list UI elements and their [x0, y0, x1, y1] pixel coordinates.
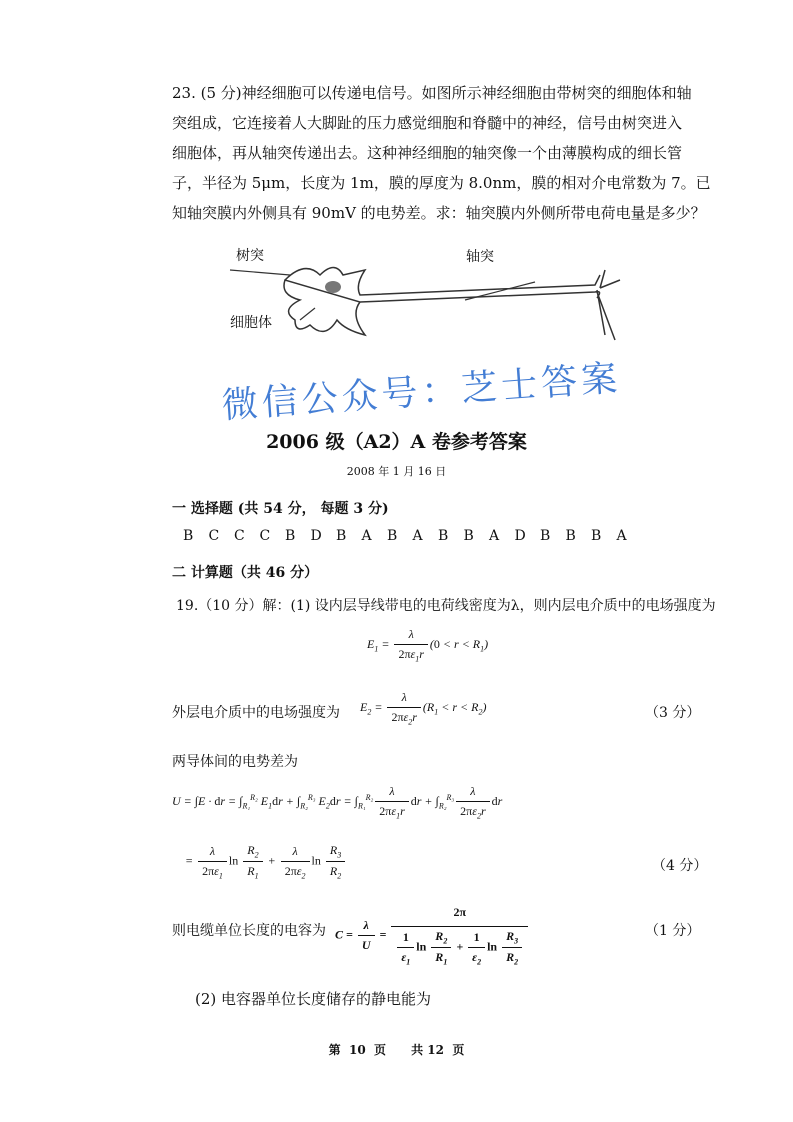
- text-line: 子，半径为 5μm，长度为 1m，膜的厚度为 8.0nm，膜的相对介电常数为 7。已: [172, 174, 711, 192]
- section1-heading: 一 选择题 (共 54 分， 每题 3 分): [172, 501, 389, 517]
- equation-c: C = $\frac{\lambda}{U}$ = 2π $\frac{1}{\varepsilon_1}$ ln $\frac{R_2}{R_1}$ + $\frac{1}{\varepsilon_2}$ ln $\frac{R_3}{R_2}$: [335, 905, 530, 967]
- answer: D: [514, 528, 526, 544]
- watermark: 微信公众号：芝士答案: [220, 358, 623, 427]
- answers-row: [183, 528, 642, 544]
- answer: B: [387, 528, 398, 544]
- answer: C: [208, 528, 220, 544]
- equation-e1: $E_1$ = $\frac{\lambda}{2\pi\varepsilon_1r}$ $(0 < r < R_1)$: [367, 627, 489, 664]
- answer: B: [565, 528, 576, 544]
- section2-heading: 二 计算题（共 46 分）: [172, 565, 319, 581]
- outer-field-text: 外层电介质中的电场强度为: [172, 705, 340, 721]
- answer-title: 2006 级（A2）A 卷参考答案: [266, 431, 527, 453]
- answer: A: [616, 528, 627, 544]
- potential-text: 两导体间的电势差为: [172, 754, 298, 770]
- part2-text: (2) 电容器单位长度储存的静电能为: [195, 990, 432, 1008]
- answer: B: [591, 528, 602, 544]
- neuron-figure: [225, 240, 625, 360]
- text-line: 知轴突膜内外侧具有 90mV 的电势差。求：轴突膜内外侧所带电荷电量是多少？: [172, 204, 706, 222]
- answer: B: [336, 528, 347, 544]
- equation-u-result: = $\frac{\lambda}{2\pi\varepsilon_1}$ ln $\frac{R_2}{R_1}$ + $\frac{\lambda}{2\pi\varepsilon_2}$ ln $\frac{R_3}{R_2}$: [185, 843, 347, 881]
- label-dendrite: 树突: [236, 248, 264, 264]
- answer: A: [412, 528, 423, 544]
- label-axon: 轴突: [466, 249, 494, 265]
- score-1: （1 分）: [645, 923, 701, 939]
- text-line: 细胞体，再从轴突传递出去。这种神经细胞的轴突像一个由薄膜构成的细长管: [172, 144, 683, 162]
- label-cell-body: 细胞体: [230, 315, 272, 331]
- page-footer: 第 10 页 共 12 页: [328, 1043, 465, 1057]
- answer: D: [310, 528, 322, 544]
- equation-e2: $E_2$ = $\frac{\lambda}{2\pi\varepsilon_2r}$ $(R_1 < r < R_2)$: [360, 690, 487, 727]
- answer: C: [234, 528, 245, 544]
- equation-u: U = ∫E · dr = $\int_{R_1}^{R_2}$ $E_1dr + \int_{R_2}^{R_3}$ $E_2dr = \int_{R_1}^{R_2}$ $\frac{\lambda}{2\pi\varepsilon_1r}$ dr + $\int_{R_2}^{R_3}$ $\frac{\lambda}{2\pi\varepsilon_2r}$ dr: [172, 784, 503, 821]
- q19-intro: 19.（10 分）解：(1) 设内层导线带电的电荷线密度为λ，则内层电介质中的电场强度为: [176, 598, 716, 614]
- question-23: [172, 78, 711, 228]
- answer: B: [183, 528, 194, 544]
- answer: B: [463, 528, 474, 544]
- text-line: 23. (5 分)神经细胞可以传递电信号。如图所示神经细胞由带树突的细胞体和轴: [172, 84, 692, 102]
- score-4: （4 分）: [652, 858, 708, 874]
- date: 2008 年 1 月 16 日: [346, 465, 447, 478]
- text-line: 突组成，它连接着人大脚趾的压力感觉细胞和脊髓中的神经，信号由树突进入: [172, 114, 683, 132]
- answer: A: [489, 528, 500, 544]
- answer: C: [259, 528, 271, 544]
- score-3: （3 分）: [645, 705, 701, 721]
- answer: B: [438, 528, 449, 544]
- capacitance-text: 则电缆单位长度的电容为: [172, 923, 326, 939]
- answer: A: [361, 528, 372, 544]
- answer: B: [540, 528, 551, 544]
- answer: B: [285, 528, 296, 544]
